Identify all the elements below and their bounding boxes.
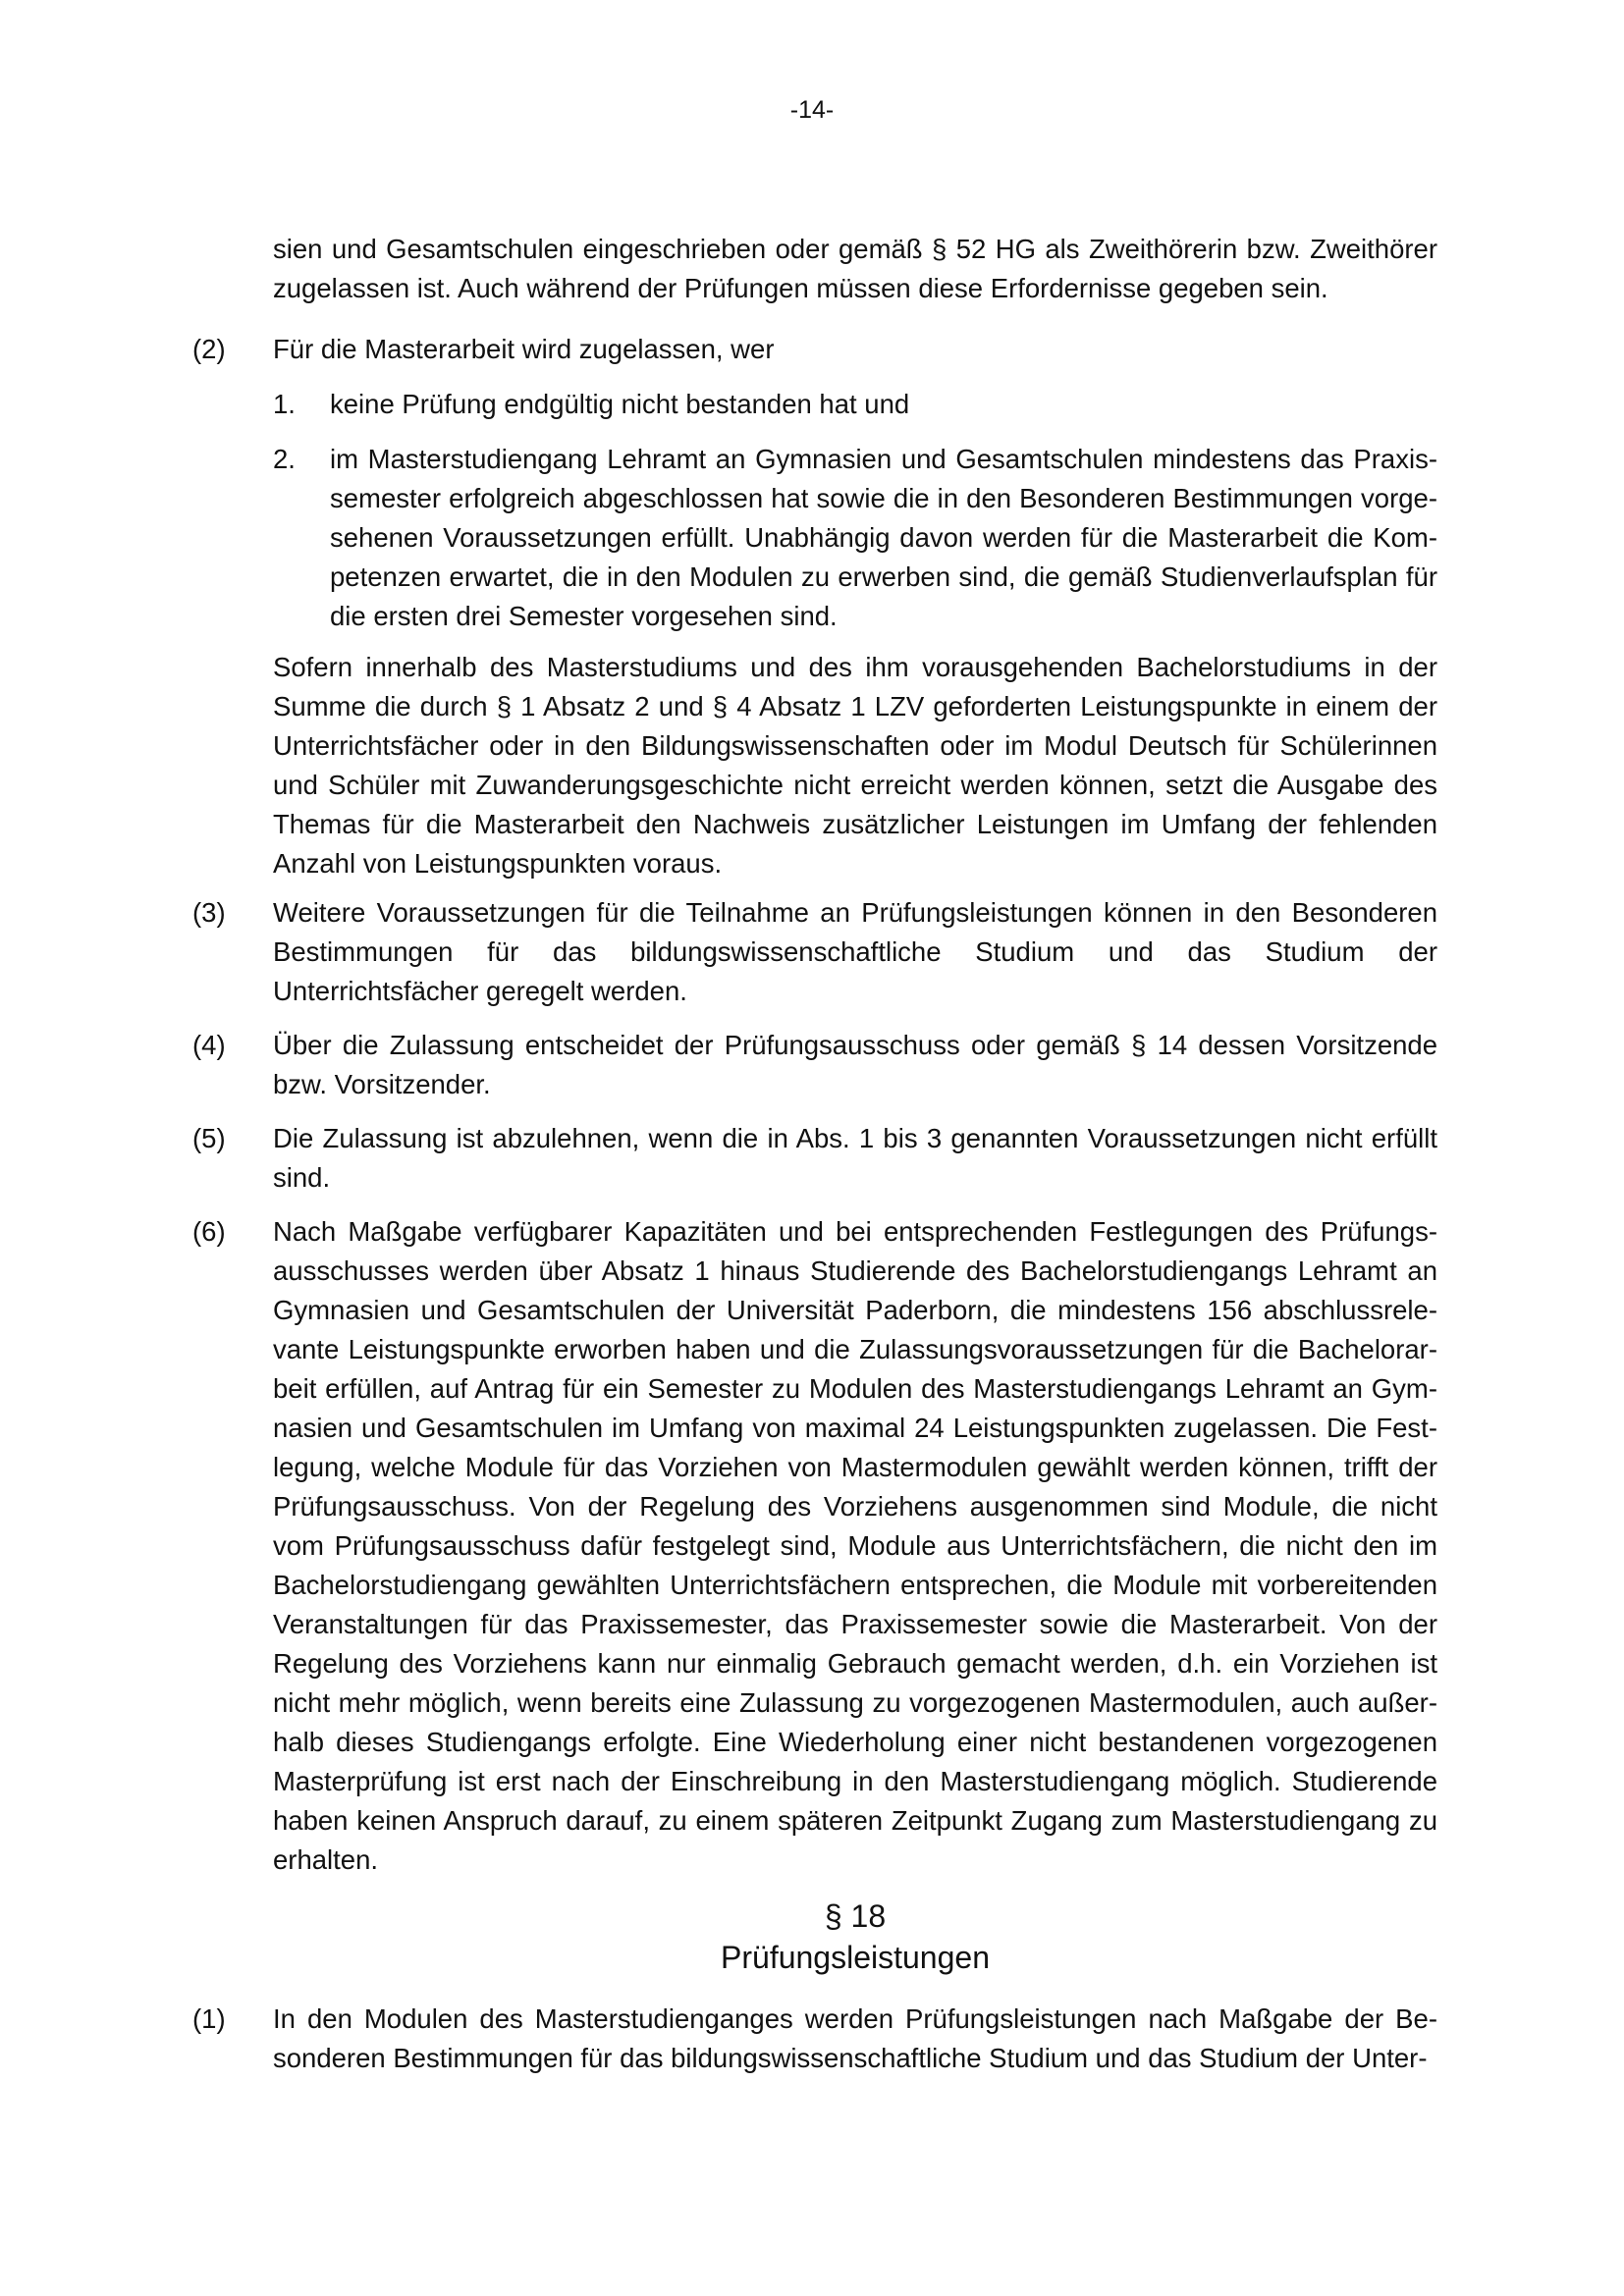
paragraph-2-intro: Für die Masterarbeit wird zugelassen, wer: [273, 334, 775, 364]
continuation-paragraph: sien und Gesamtschulen eingeschrieben oder gemäß § 52 HG als Zweithörerin bzw. Zweithörer zugelassen ist. Auch während der Prüfungen müssen diese Erfordernisse gegeben sein.: [273, 234, 1437, 303]
paragraph-5-text: Die Zulassung ist abzulehnen, wenn die in Abs. 1 bis 3 genannten Voraussetzungen nicht erfüllt sind.: [273, 1123, 1437, 1193]
list-item-1-text: keine Prüfung endgültig nicht bestanden hat und: [330, 389, 910, 419]
paragraph-2-follow: Sofern innerhalb des Masterstudiums und des ihm vorausgehenden Bachelorstudiums in der Summe die durch § 1 Absatz 2 und § 4 Absatz 1 LZV geforderten Leistungspunkte in einem der Unterrichtsfächer oder in den Bildungswissenschaften oder im Modul Deutsch für Schülerinnen und Schüler mit Zuwanderungsgeschichte nicht erreicht werden können, setzt die Ausgabe des Themas für die Masterarbeit den Nachweis zusätzlicher Leistungen im Umfang der fehlenden Anzahl von Leistungspunkten voraus.: [273, 652, 1437, 879]
paragraph-6-text: Nach Maßgabe verfügbarer Kapazitäten und bei entsprechenden Festlegungen des Prüfungsausschusses werden über Absatz 1 hinaus Studierende des Bachelorstudiengangs Lehramt an Gymnasien und Gesamtschulen der Universität Paderborn, die mindestens 156 abschlussrelevante Leistungspunkte erworben haben und die Zulassungsvoraussetzungen für die Bachelorarbeit erfüllen, auf Antrag für ein Semester zu Modulen des Masterstudiengangs Lehramt an Gymnasien und Gesamtschulen im Umfang von maximal 24 Leistungspunkten zugelassen. Die Festlegung, welche Module für das Vorziehen von Mastermodulen gewählt werden können, trifft der Prüfungsausschuss. Von der Regelung des Vorziehens ausgenommen sind Module, die nicht vom Prüfungsausschuss dafür festgelegt sind, Module aus Unterrichtsfächern, die nicht den im Bachelorstudiengang gewählten Unterrichtsfächern entsprechen, die Module mit vorbereitenden Veranstaltungen für das Praxissemester, das Praxissemester sowie die Masterarbeit. Von der Regelung des Vorziehens kann nur einmalig Gebrauch gemacht werden, d.h. ein Vorziehen ist nicht mehr möglich, wenn bereits eine Zulassung zu vorgezogenen Mastermodulen, auch außerhalb dieses Studiengangs erfolgte. Eine Wiederholung einer nicht bestandenen vorgezogenen Masterprüfung ist erst nach der Einschreibung in den Masterstudiengang möglich. Studierende haben keinen Anspruch darauf, zu einem späteren Zeitpunkt Zugang zum Masterstudiengang zu erhalten.: [273, 1216, 1437, 1875]
paragraph-4-number: (4): [192, 1030, 226, 1060]
list-item-1-number: 1.: [273, 389, 296, 419]
paragraph-2-number: (2): [192, 334, 226, 364]
section-18-paragraph-1-number: (1): [192, 2003, 226, 2034]
list-item-2-number: 2.: [273, 444, 296, 474]
section-number: § 18: [824, 1898, 887, 1934]
paragraph-3-number: (3): [192, 897, 226, 928]
paragraph-3-text: Weitere Voraussetzungen für die Teilnahme an Prüfungsleistungen können in den Besonderen Bestimmungen für das bildungswissenschaftliche Studium und das Studium der Unterrichtsfächer geregelt werden.: [273, 897, 1437, 1006]
list-item-2-text: im Masterstudiengang Lehramt an Gymnasien und Gesamtschulen mindestens das Praxissemester erfolgreich abgeschlossen hat sowie die in den Besonderen Bestimmungen vorgesehenen Voraussetzungen erfüllt. Unabhängig davon werden für die Masterarbeit die Kompetenzen erwartet, die in den Modulen zu erwerben sind, die gemäß Studienverlaufsplan für die ersten drei Semester vorgesehen sind.: [330, 444, 1437, 631]
page-number: -14-: [789, 96, 835, 124]
paragraph-5-number: (5): [192, 1123, 226, 1153]
paragraph-4-text: Über die Zulassung entscheidet der Prüfungsausschuss oder gemäß § 14 dessen Vorsitzende bzw. Vorsitzender.: [273, 1030, 1437, 1099]
paragraph-6-number: (6): [192, 1216, 226, 1247]
section-title: Prüfungsleistungen: [721, 1940, 990, 1975]
section-18-paragraph-1-text: In den Modulen des Masterstudienganges werden Prüfungsleistungen nach Maßgabe der Besonderen Bestimmungen für das bildungswissenschaftliche Studium und das Studium der Unter-: [273, 2003, 1437, 2073]
